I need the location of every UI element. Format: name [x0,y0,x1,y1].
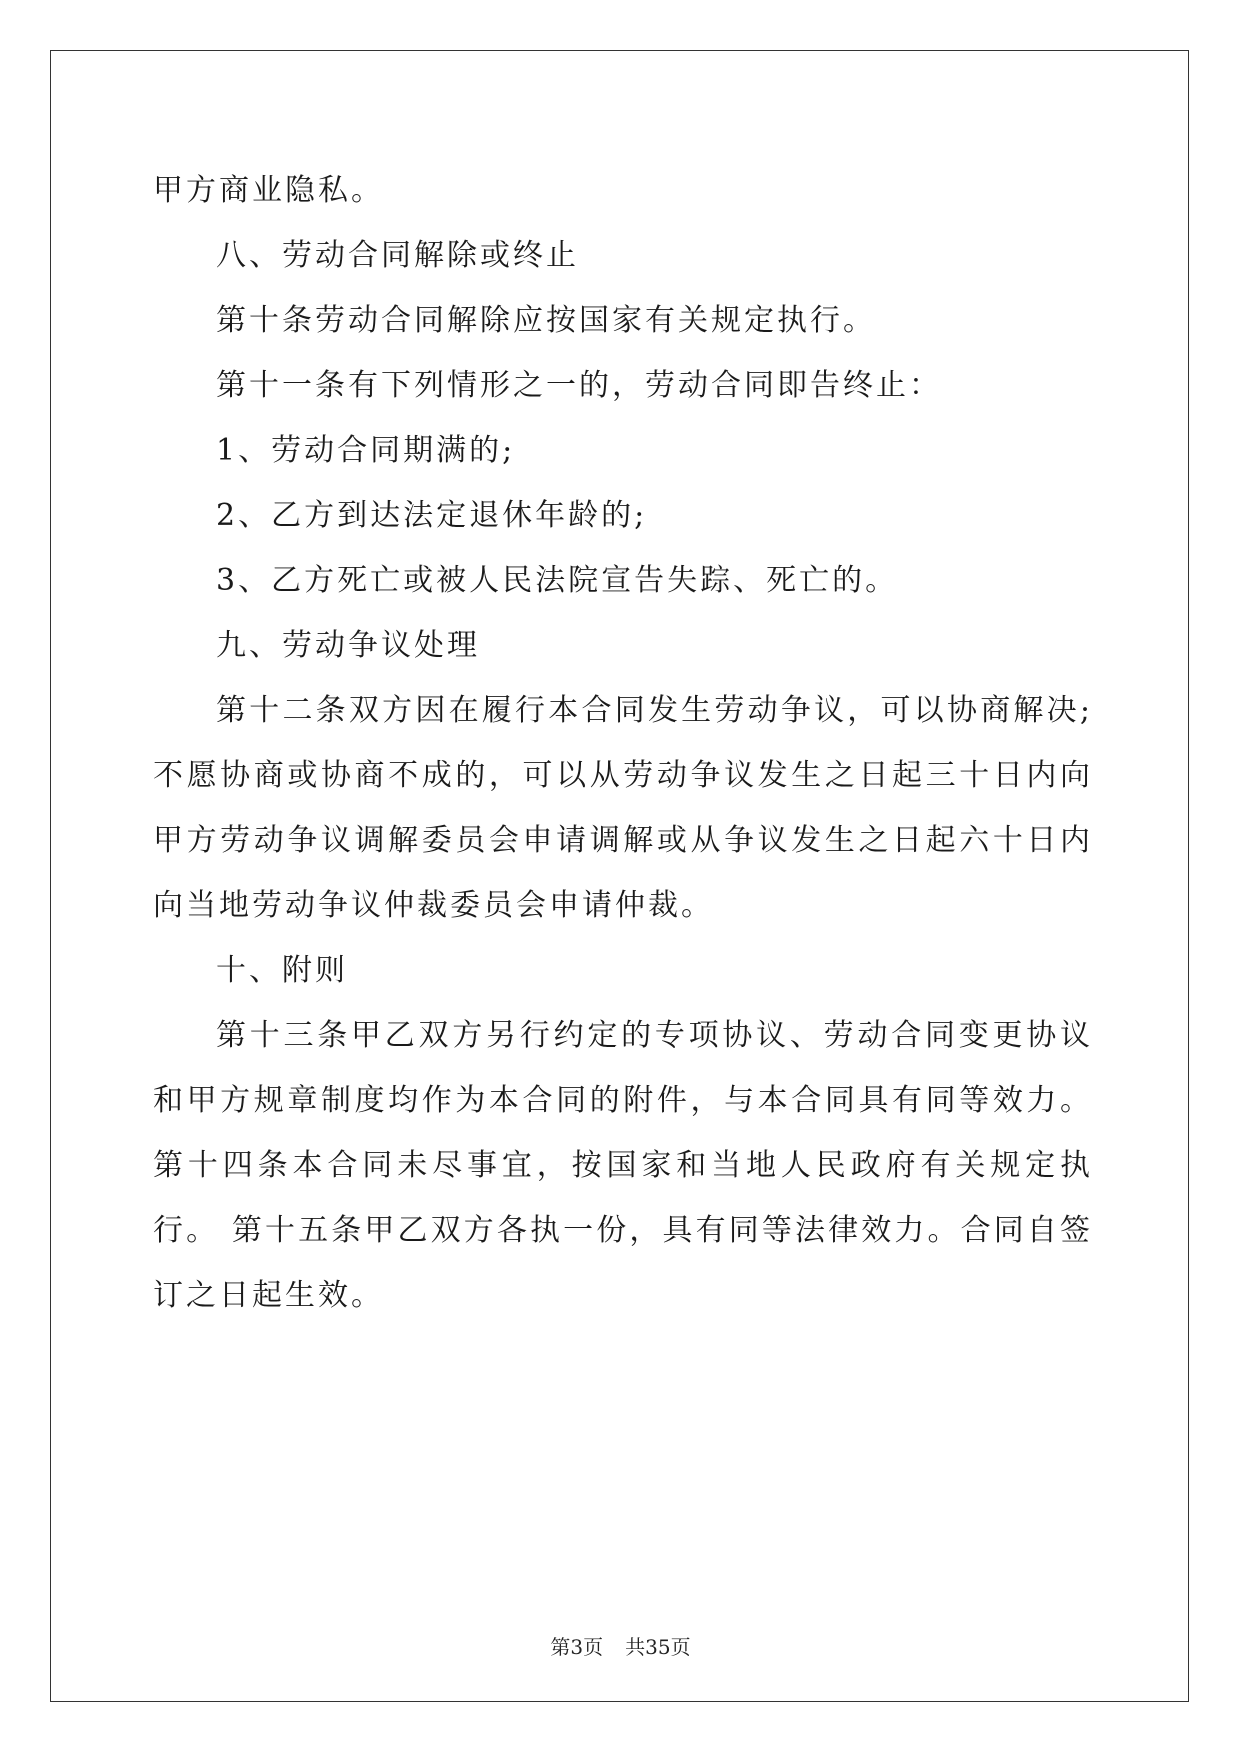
paragraph-continuation: 甲方商业隐私。 [153,173,384,208]
page-total: 共35页 [625,1635,691,1659]
articles-thirteen-to-fifteen: 第十三条甲乙双方另行约定的专项协议、劳动合同变更协议和甲方规章制度均作为本合同的附件，与本合同具有同等效力。 第十四条本合同未尽事宜，按国家和当地人民政府有关规定执行。 第十五条甲乙双方各执一份，具有同等法律效力。合同自签订之日起生效。 [153,1018,1093,1313]
section-heading-dispute: 九、劳动争议处理 [216,628,480,663]
list-item-2: 2、乙方到达法定退休年龄的; [216,498,648,533]
page-footer [0,1634,1241,1660]
list-item-1: 1、劳动合同期满的; [216,433,516,468]
section-heading-termination: 八、劳动合同解除或终止 [216,238,579,273]
article-eleven: 第十一条有下列情形之一的，劳动合同即告终止： [216,368,942,403]
section-heading-supplementary: 十、附则 [216,953,348,988]
article-ten: 第十条劳动合同解除应按国家有关规定执行。 [216,303,876,338]
page-number: 第3页 [550,1635,604,1659]
article-twelve: 第十二条双方因在履行本合同发生劳动争议，可以协商解决;不愿协商或协商不成的，可以从劳动争议发生之日起三十日内向甲方劳动争议调解委员会申请调解或从争议发生之日起六十日内向当地劳动争议仲裁委员会申请仲裁。 [153,693,1093,923]
list-item-3: 3、乙方死亡或被人民法院宣告失踪、死亡的。 [216,563,899,598]
document-body [153,158,1093,1328]
